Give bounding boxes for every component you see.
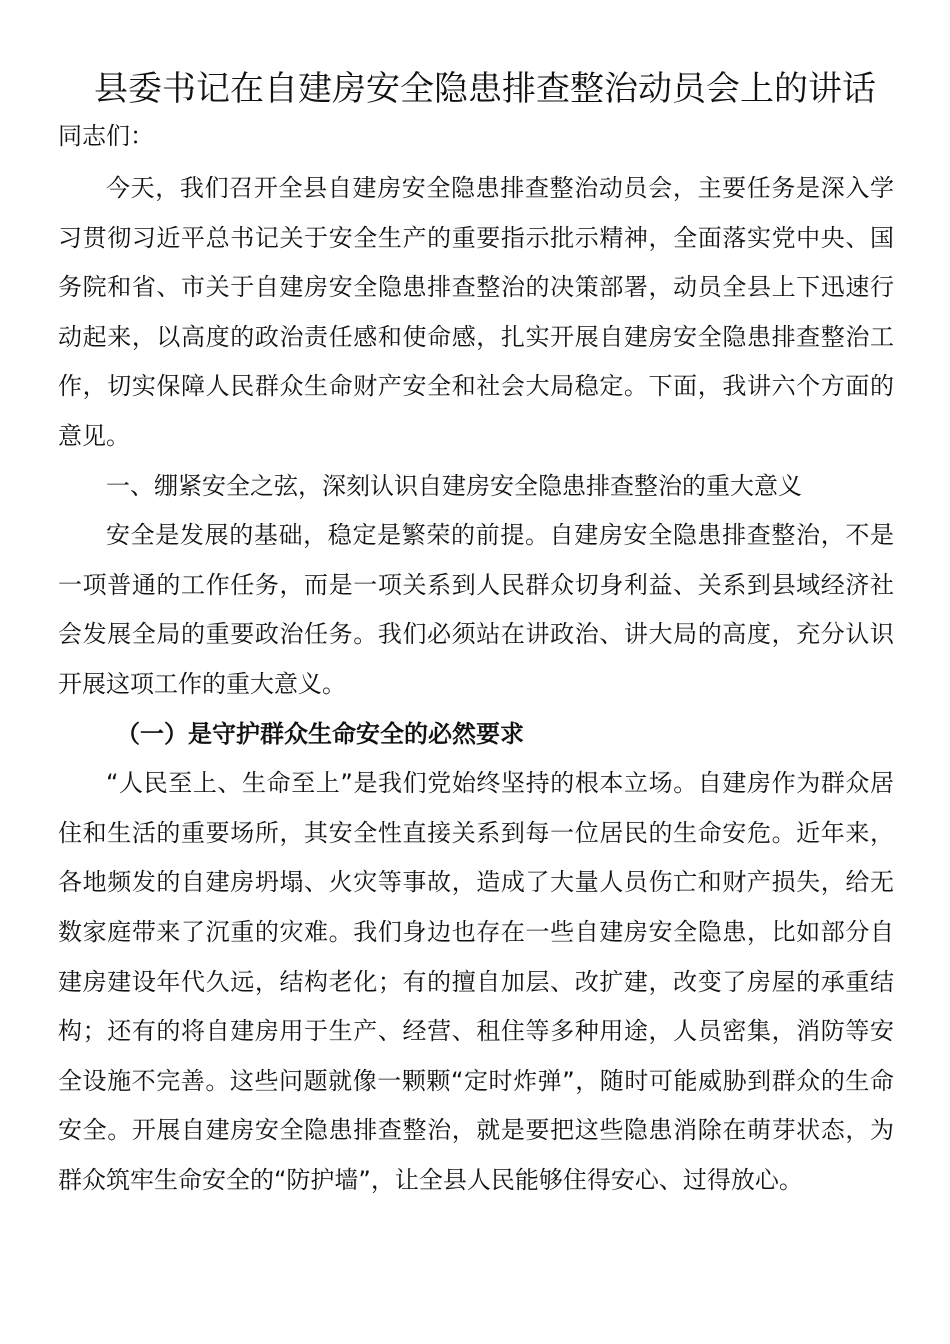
subsection-1-heading: （一）是守护群众生命安全的必然要求 [116,719,524,748]
section-1-paragraph: 安全是发展的基础，稳定是繁荣的前提。自建房安全隐患排查整治，不是一项普通的工作任务，而是一项关系到人民群众切身利益、关系到县域经济社会发展全局的重要政治任务。我们必须站在讲政治、讲大局的高度，充分认识开展这项工作的重大意义。 [58,521,894,698]
salutation: 同志们： [58,122,154,150]
document-page [58,60,894,1205]
intro-paragraph: 今天，我们召开全县自建房安全隐患排查整治动员会，主要任务是深入学习贯彻习近平总书记关于安全生产的重要指示批示精神，全面落实党中央、国务院和省、市关于自建房安全隐患排查整治的决策部署，动员全县上下迅速行动起来，以高度的政治责任感和使命感，扎实开展自建房安全隐患排查整治工作，切实保障人民群众生命财产安全和社会大局稳定。下面，我讲六个方面的意见。 [58,174,894,450]
subsection-1-paragraph: “人民至上、生命至上”是我们党始终坚持的根本立场。自建房作为群众居住和生活的重要场所，其安全性直接关系到每一位居民的生命安危。近年来，各地频发的自建房坍塌、火灾等事故，造成了大量人员伤亡和财产损失，给无数家庭带来了沉重的灾难。我们身边也存在一些自建房安全隐患，比如部分自建房建设年代久远，结构老化；有的擅自加层、改扩建，改变了房屋的承重结构；还有的将自建房用于生产、经营、租住等多种用途，人员密集，消防等安全设施不完善。这些问题就像一颗颗“定时炸弹”，随时可能威胁到群众的生命安全。开展自建房安全隐患排查整治，就是要把这些隐患消除在萌芽状态，为群众筑牢生命安全的“防护墙”，让全县人民能够住得安心、过得放心。 [58,769,894,1194]
section-1-heading: 一、绷紧安全之弦，深刻认识自建房安全隐患排查整治的重大意义 [106,471,802,500]
document-title: 县委书记在自建房安全隐患排查整治动员会上的讲话 [94,69,876,109]
